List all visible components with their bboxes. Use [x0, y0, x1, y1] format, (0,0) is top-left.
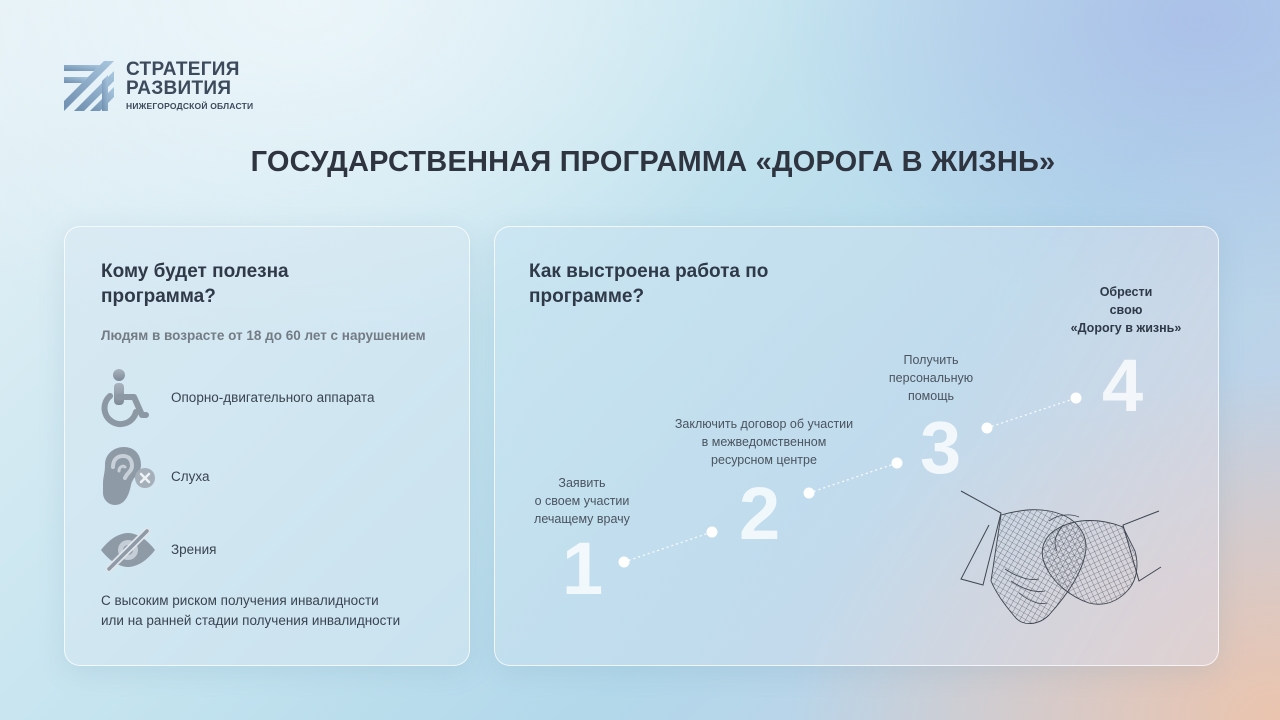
step-line: в межведомственном	[701, 435, 827, 449]
step-line: Обрести	[1099, 285, 1153, 299]
step-number-4: 4	[1102, 344, 1144, 427]
step-number-2: 2	[739, 472, 781, 555]
condition-item-musculoskeletal	[99, 367, 459, 427]
target-audience-heading: Кому будет полезна программа?	[101, 261, 289, 307]
target-audience-card	[64, 226, 470, 666]
step-line: персональную	[888, 371, 974, 385]
risk-note-line: С высоким риском получения инвалидности	[101, 593, 379, 608]
condition-item-vision	[99, 523, 459, 583]
condition-label: Слуха	[171, 469, 210, 484]
condition-label: Зрения	[171, 542, 217, 557]
logo-arrow-icon	[64, 61, 114, 111]
step-line: Заключить договор об участии	[674, 417, 854, 431]
wheelchair-icon	[99, 367, 157, 429]
step-line: «Дорогу в жизнь»	[1070, 321, 1182, 335]
logo-line-3: НИЖЕГОРОДСКОЙ ОБЛАСТИ	[126, 101, 254, 111]
risk-note	[101, 591, 400, 631]
step-description-4	[1053, 283, 1199, 337]
step-dot	[707, 527, 718, 538]
step-dot	[619, 557, 630, 568]
step-description-3	[871, 351, 991, 405]
step-dot	[1071, 393, 1082, 404]
step-line: помощь	[907, 389, 955, 403]
ear-crossed-icon	[99, 447, 157, 509]
step-line: ресурсном центре	[711, 453, 817, 467]
step-description-2	[655, 415, 873, 469]
step-line: лечащему врачу	[534, 512, 630, 526]
step-number-3: 3	[920, 406, 962, 489]
step-line: Получить	[903, 353, 959, 367]
step-description-1	[509, 474, 655, 528]
eye-crossed-icon	[99, 523, 157, 585]
logo	[64, 60, 253, 111]
age-subtitle: Людям в возрасте от 18 до 60 лет с нарушением	[101, 328, 426, 343]
condition-item-hearing	[99, 447, 459, 507]
logo-line-1: СТРАТЕГИЯ	[126, 59, 240, 80]
page-title: ГОСУДАРСТВЕННАЯ ПРОГРАММА «ДОРОГА В ЖИЗНЬ»	[250, 146, 1056, 178]
process-card	[494, 226, 1219, 666]
handshake-wireframe-icon	[953, 485, 1165, 635]
condition-label: Опорно-двигательного аппарата	[171, 390, 375, 405]
step-line: свою	[1109, 303, 1143, 317]
step-line: Заявить	[558, 476, 606, 490]
step-number-1: 1	[562, 527, 604, 610]
logo-line-2: РАЗВИТИЯ	[126, 78, 232, 99]
step-dot	[892, 458, 903, 469]
step-dot	[804, 488, 815, 499]
process-heading: Как выстроена работа по программе?	[529, 261, 769, 307]
step-line: о своем участии	[534, 494, 630, 508]
risk-note-line: или на ранней стадии получения инвалидности	[101, 613, 401, 628]
step-dot	[982, 423, 993, 434]
